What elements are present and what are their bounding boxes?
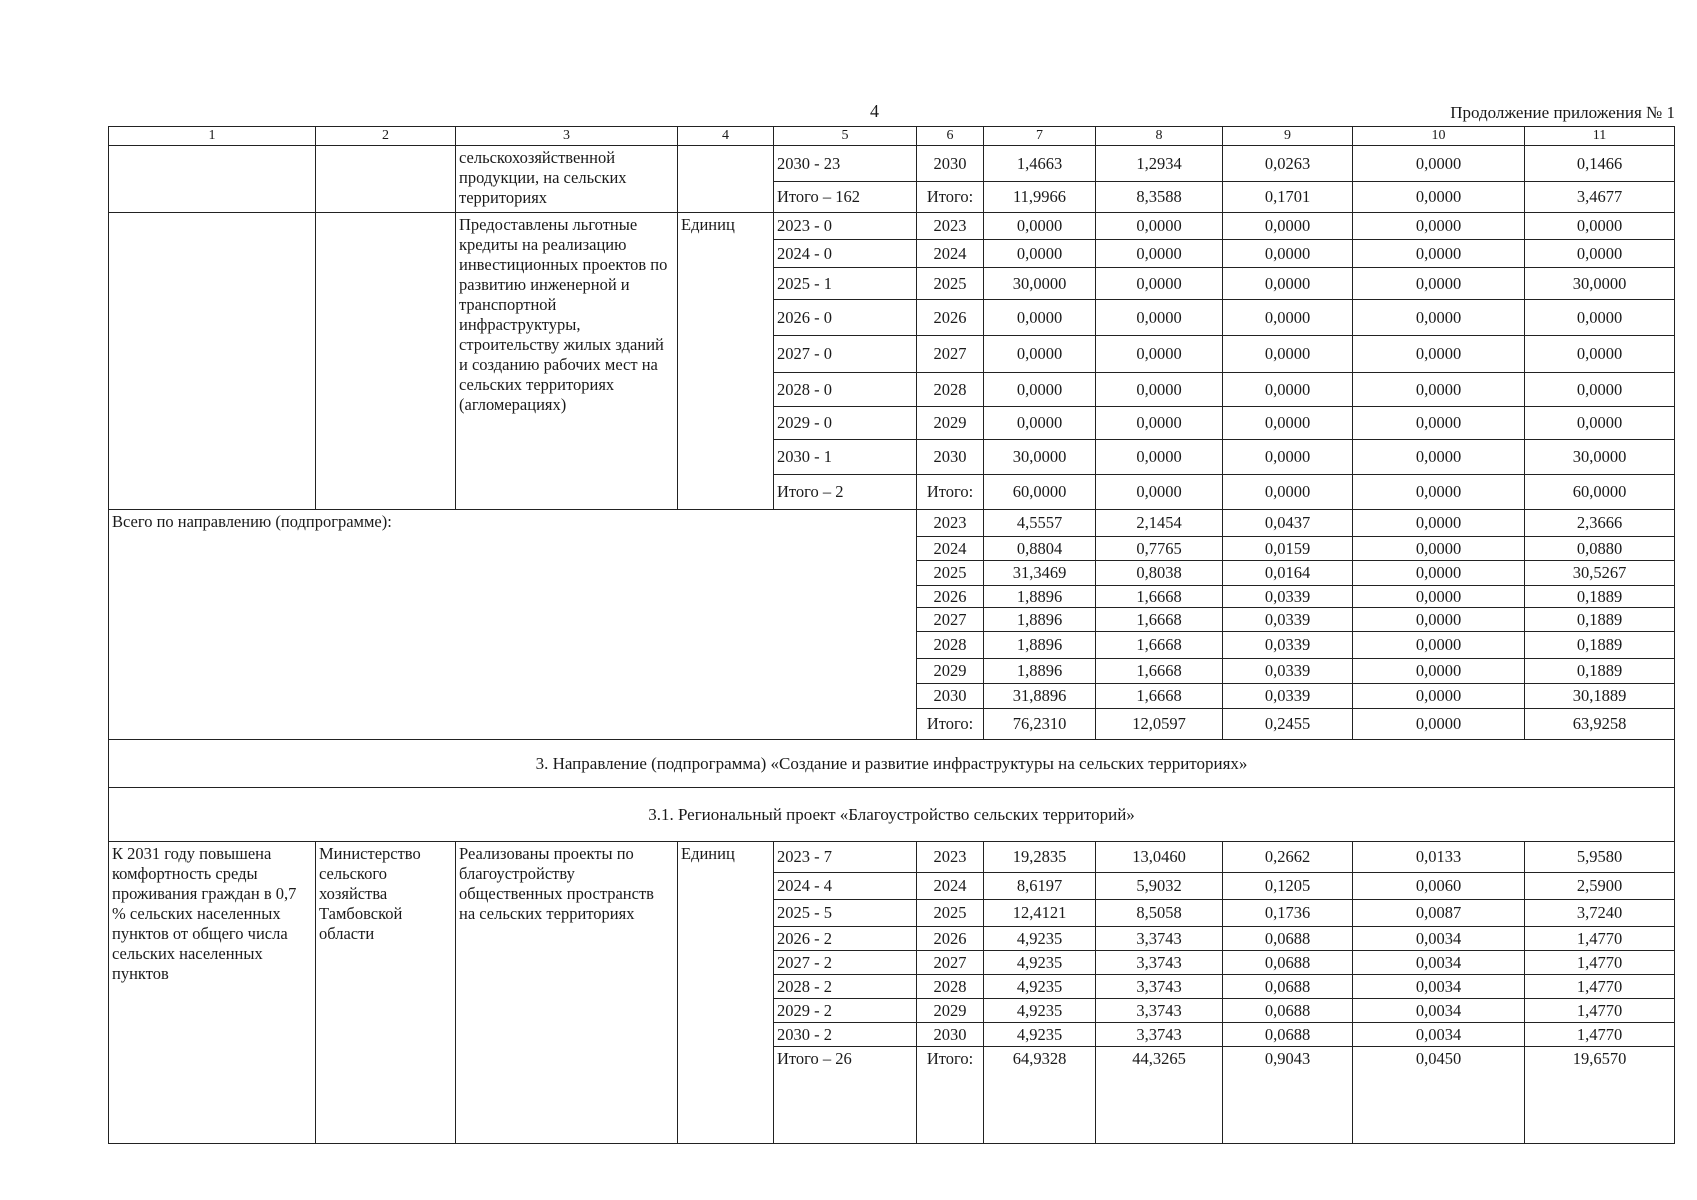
value-cell-c7: 8,6197 — [984, 873, 1096, 900]
value-cell-c10: 0,0000 — [1353, 475, 1525, 510]
value-cell-c8: 1,2934 — [1096, 146, 1223, 182]
column-number-2: 2 — [316, 127, 456, 146]
unit-cell-empty — [678, 146, 774, 213]
section-3-title: 3. Направление (подпрограмма) «Создание и развитие инфраструктуры на сельских территориях» — [109, 740, 1675, 788]
column-number-10: 10 — [1353, 127, 1525, 146]
result-description: Предоставлены льготные кредиты на реализацию инвестиционных проектов по развитию инженерной и транспортной инфраструктуры, строительству жилых зданий и созданию рабочих мест на сельских территориях (агломерациях) — [456, 213, 678, 510]
value-cell-c10: 0,0000 — [1353, 268, 1525, 300]
year-cell: 2029 — [917, 659, 984, 684]
count-cell: 2030 - 2 — [774, 1023, 917, 1047]
responsible-cell-empty — [316, 146, 456, 213]
value-cell-c7: 30,0000 — [984, 268, 1096, 300]
count-cell: 2030 - 1 — [774, 440, 917, 475]
section-row — [109, 740, 1675, 788]
unit-cell: Единиц — [678, 213, 774, 510]
count-cell: 2028 - 2 — [774, 975, 917, 999]
year-cell: Итого: — [917, 1047, 984, 1144]
year-cell: 2026 — [917, 300, 984, 336]
count-cell: Итого – 162 — [774, 182, 917, 213]
goal-cell-empty — [109, 213, 316, 510]
value-cell-c10: 0,0000 — [1353, 561, 1525, 586]
responsible-cell-empty — [316, 213, 456, 510]
value-cell-c7: 31,8896 — [984, 684, 1096, 709]
value-cell-c11: 2,5900 — [1525, 873, 1675, 900]
value-cell-c7: 1,8896 — [984, 632, 1096, 659]
column-number-6: 6 — [917, 127, 984, 146]
value-cell-c9: 0,0339 — [1223, 659, 1353, 684]
year-cell: 2029 — [917, 999, 984, 1023]
year-cell: 2030 — [917, 684, 984, 709]
column-number-11: 11 — [1525, 127, 1675, 146]
unit-cell: Единиц — [678, 842, 774, 1144]
value-cell-c9: 0,2662 — [1223, 842, 1353, 873]
value-cell-c9: 0,0263 — [1223, 146, 1353, 182]
value-cell-c11: 30,0000 — [1525, 440, 1675, 475]
value-cell-c10: 0,0000 — [1353, 510, 1525, 537]
value-cell-c8: 3,3743 — [1096, 999, 1223, 1023]
year-cell: 2027 — [917, 336, 984, 373]
value-cell-c7: 4,9235 — [984, 927, 1096, 951]
value-cell-c7: 19,2835 — [984, 842, 1096, 873]
year-cell: 2024 — [917, 240, 984, 268]
count-cell: 2026 - 2 — [774, 927, 917, 951]
responsible-body: Министерство сельского хозяйства Тамбовской области — [316, 842, 456, 1144]
value-cell-c9: 0,0000 — [1223, 475, 1353, 510]
year-cell: 2023 — [917, 842, 984, 873]
value-cell-c8: 13,0460 — [1096, 842, 1223, 873]
value-cell-c8: 3,3743 — [1096, 951, 1223, 975]
value-cell-c8: 1,6668 — [1096, 684, 1223, 709]
value-cell-c9: 0,0688 — [1223, 1023, 1353, 1047]
value-cell-c11: 30,0000 — [1525, 268, 1675, 300]
value-cell-c7: 0,0000 — [984, 240, 1096, 268]
year-cell: 2023 — [917, 213, 984, 240]
value-cell-c7: 4,9235 — [984, 975, 1096, 999]
value-cell-c11: 0,1889 — [1525, 659, 1675, 684]
value-cell-c8: 44,3265 — [1096, 1047, 1223, 1144]
value-cell-c8: 1,6668 — [1096, 659, 1223, 684]
value-cell-c7: 0,0000 — [984, 373, 1096, 407]
value-cell-c7: 4,9235 — [984, 951, 1096, 975]
count-cell: 2027 - 2 — [774, 951, 917, 975]
value-cell-c9: 0,0339 — [1223, 608, 1353, 632]
column-number-1: 1 — [109, 127, 316, 146]
value-cell-c7: 60,0000 — [984, 475, 1096, 510]
value-cell-c9: 0,0000 — [1223, 373, 1353, 407]
year-cell: 2027 — [917, 608, 984, 632]
value-cell-c10: 0,0000 — [1353, 440, 1525, 475]
table-row — [109, 842, 1675, 873]
count-cell: 2029 - 2 — [774, 999, 917, 1023]
count-cell: 2024 - 4 — [774, 873, 917, 900]
year-cell: 2030 — [917, 440, 984, 475]
value-cell-c10: 0,0000 — [1353, 213, 1525, 240]
value-cell-c8: 0,0000 — [1096, 373, 1223, 407]
column-number-9: 9 — [1223, 127, 1353, 146]
column-number-row — [109, 127, 1675, 146]
value-cell-c7: 76,2310 — [984, 709, 1096, 740]
value-cell-c8: 0,0000 — [1096, 475, 1223, 510]
value-cell-c7: 4,9235 — [984, 999, 1096, 1023]
value-cell-c11: 1,4770 — [1525, 999, 1675, 1023]
total-row — [109, 510, 1675, 537]
value-cell-c8: 0,0000 — [1096, 240, 1223, 268]
value-cell-c8: 1,6668 — [1096, 632, 1223, 659]
value-cell-c8: 8,5058 — [1096, 900, 1223, 927]
value-cell-c9: 0,0000 — [1223, 268, 1353, 300]
goal-cell-empty — [109, 146, 316, 213]
appendix-table — [108, 126, 1675, 1144]
value-cell-c11: 5,9580 — [1525, 842, 1675, 873]
value-cell-c7: 4,5557 — [984, 510, 1096, 537]
value-cell-c11: 1,4770 — [1525, 951, 1675, 975]
count-cell: 2028 - 0 — [774, 373, 917, 407]
value-cell-c9: 0,0437 — [1223, 510, 1353, 537]
value-cell-c11: 63,9258 — [1525, 709, 1675, 740]
value-cell-c9: 0,0159 — [1223, 537, 1353, 561]
result-description: сельскохозяйственной продукции, на сельских территориях — [456, 146, 678, 213]
value-cell-c10: 0,0034 — [1353, 1023, 1525, 1047]
value-cell-c10: 0,0060 — [1353, 873, 1525, 900]
value-cell-c9: 0,0000 — [1223, 213, 1353, 240]
value-cell-c7: 1,8896 — [984, 659, 1096, 684]
section-row — [109, 788, 1675, 842]
value-cell-c10: 0,0133 — [1353, 842, 1525, 873]
value-cell-c11: 1,4770 — [1525, 1023, 1675, 1047]
value-cell-c10: 0,0000 — [1353, 300, 1525, 336]
year-cell: 2025 — [917, 900, 984, 927]
value-cell-c8: 2,1454 — [1096, 510, 1223, 537]
count-cell: 2029 - 0 — [774, 407, 917, 440]
table-row — [109, 146, 1675, 182]
year-cell: 2028 — [917, 373, 984, 407]
value-cell-c8: 1,6668 — [1096, 608, 1223, 632]
year-cell: 2028 — [917, 975, 984, 999]
value-cell-c8: 0,0000 — [1096, 336, 1223, 373]
value-cell-c11: 30,1889 — [1525, 684, 1675, 709]
count-cell: 2025 - 1 — [774, 268, 917, 300]
value-cell-c10: 0,0000 — [1353, 240, 1525, 268]
value-cell-c11: 1,4770 — [1525, 927, 1675, 951]
value-cell-c7: 0,0000 — [984, 300, 1096, 336]
value-cell-c11: 0,1889 — [1525, 608, 1675, 632]
value-cell-c9: 0,0339 — [1223, 632, 1353, 659]
year-cell: 2027 — [917, 951, 984, 975]
count-cell: Итого – 2 — [774, 475, 917, 510]
value-cell-c9: 0,0000 — [1223, 300, 1353, 336]
value-cell-c11: 19,6570 — [1525, 1047, 1675, 1144]
column-number-4: 4 — [678, 127, 774, 146]
count-cell: 2025 - 5 — [774, 900, 917, 927]
value-cell-c8: 5,9032 — [1096, 873, 1223, 900]
value-cell-c11: 0,0880 — [1525, 537, 1675, 561]
value-cell-c10: 0,0000 — [1353, 586, 1525, 608]
value-cell-c7: 31,3469 — [984, 561, 1096, 586]
value-cell-c7: 0,8804 — [984, 537, 1096, 561]
value-cell-c9: 0,0000 — [1223, 240, 1353, 268]
continuation-label: Продолжение приложения № 1 — [1450, 103, 1675, 122]
value-cell-c7: 64,9328 — [984, 1047, 1096, 1144]
value-cell-c10: 0,0000 — [1353, 146, 1525, 182]
page-number: 4 — [870, 101, 879, 121]
value-cell-c11: 0,0000 — [1525, 373, 1675, 407]
value-cell-c10: 0,0034 — [1353, 975, 1525, 999]
value-cell-c10: 0,0000 — [1353, 608, 1525, 632]
year-cell: 2023 — [917, 510, 984, 537]
value-cell-c7: 4,9235 — [984, 1023, 1096, 1047]
value-cell-c7: 11,9966 — [984, 182, 1096, 213]
value-cell-c8: 12,0597 — [1096, 709, 1223, 740]
count-cell: Итого – 26 — [774, 1047, 917, 1144]
value-cell-c10: 0,0087 — [1353, 900, 1525, 927]
year-cell: Итого: — [917, 475, 984, 510]
value-cell-c10: 0,0000 — [1353, 182, 1525, 213]
value-cell-c7: 0,0000 — [984, 336, 1096, 373]
value-cell-c9: 0,0688 — [1223, 999, 1353, 1023]
value-cell-c9: 0,1701 — [1223, 182, 1353, 213]
value-cell-c11: 0,1889 — [1525, 632, 1675, 659]
column-number-7: 7 — [984, 127, 1096, 146]
value-cell-c11: 1,4770 — [1525, 975, 1675, 999]
value-cell-c11: 0,1466 — [1525, 146, 1675, 182]
year-cell: 2030 — [917, 146, 984, 182]
value-cell-c8: 8,3588 — [1096, 182, 1223, 213]
value-cell-c8: 0,0000 — [1096, 407, 1223, 440]
year-cell: 2024 — [917, 537, 984, 561]
value-cell-c11: 0,0000 — [1525, 407, 1675, 440]
value-cell-c8: 0,0000 — [1096, 268, 1223, 300]
value-cell-c10: 0,0450 — [1353, 1047, 1525, 1144]
value-cell-c8: 3,3743 — [1096, 927, 1223, 951]
value-cell-c10: 0,0000 — [1353, 684, 1525, 709]
count-cell: 2026 - 0 — [774, 300, 917, 336]
year-cell: 2028 — [917, 632, 984, 659]
count-cell: 2024 - 0 — [774, 240, 917, 268]
value-cell-c11: 30,5267 — [1525, 561, 1675, 586]
value-cell-c9: 0,2455 — [1223, 709, 1353, 740]
value-cell-c9: 0,0339 — [1223, 586, 1353, 608]
section-3-1-title: 3.1. Региональный проект «Благоустройство сельских территорий» — [109, 788, 1675, 842]
year-cell: Итого: — [917, 709, 984, 740]
value-cell-c9: 0,9043 — [1223, 1047, 1353, 1144]
value-cell-c11: 0,0000 — [1525, 300, 1675, 336]
goal-description: К 2031 году повышена комфортность среды проживания граждан в 0,7 % сельских населенных пунктов от общего числа сельских населенных пунктов — [109, 842, 316, 1144]
count-cell: 2030 - 23 — [774, 146, 917, 182]
value-cell-c11: 0,0000 — [1525, 240, 1675, 268]
year-cell: 2026 — [917, 927, 984, 951]
value-cell-c9: 0,0000 — [1223, 440, 1353, 475]
value-cell-c8: 0,0000 — [1096, 440, 1223, 475]
value-cell-c10: 0,0000 — [1353, 336, 1525, 373]
value-cell-c8: 3,3743 — [1096, 975, 1223, 999]
value-cell-c9: 0,0688 — [1223, 975, 1353, 999]
result-description: Реализованы проекты по благоустройству общественных пространств на сельских территориях — [456, 842, 678, 1144]
value-cell-c10: 0,0034 — [1353, 951, 1525, 975]
count-cell: 2023 - 7 — [774, 842, 917, 873]
value-cell-c8: 0,8038 — [1096, 561, 1223, 586]
value-cell-c7: 0,0000 — [984, 407, 1096, 440]
year-cell: 2029 — [917, 407, 984, 440]
value-cell-c8: 1,6668 — [1096, 586, 1223, 608]
value-cell-c11: 3,4677 — [1525, 182, 1675, 213]
column-number-8: 8 — [1096, 127, 1223, 146]
value-cell-c7: 30,0000 — [984, 440, 1096, 475]
value-cell-c9: 0,0164 — [1223, 561, 1353, 586]
value-cell-c10: 0,0000 — [1353, 373, 1525, 407]
value-cell-c9: 0,0688 — [1223, 927, 1353, 951]
value-cell-c10: 0,0000 — [1353, 659, 1525, 684]
value-cell-c11: 0,0000 — [1525, 336, 1675, 373]
year-cell: 2024 — [917, 873, 984, 900]
value-cell-c8: 0,7765 — [1096, 537, 1223, 561]
value-cell-c11: 0,0000 — [1525, 213, 1675, 240]
value-cell-c7: 1,8896 — [984, 586, 1096, 608]
value-cell-c8: 0,0000 — [1096, 300, 1223, 336]
value-cell-c10: 0,0000 — [1353, 709, 1525, 740]
value-cell-c9: 0,0000 — [1223, 336, 1353, 373]
column-number-3: 3 — [456, 127, 678, 146]
year-cell: 2025 — [917, 561, 984, 586]
value-cell-c9: 0,0000 — [1223, 407, 1353, 440]
year-cell: Итого: — [917, 182, 984, 213]
value-cell-c11: 3,7240 — [1525, 900, 1675, 927]
value-cell-c9: 0,0339 — [1223, 684, 1353, 709]
value-cell-c8: 0,0000 — [1096, 213, 1223, 240]
column-number-5: 5 — [774, 127, 917, 146]
value-cell-c10: 0,0000 — [1353, 407, 1525, 440]
count-cell: 2027 - 0 — [774, 336, 917, 373]
value-cell-c9: 0,0688 — [1223, 951, 1353, 975]
value-cell-c7: 12,4121 — [984, 900, 1096, 927]
value-cell-c10: 0,0000 — [1353, 537, 1525, 561]
value-cell-c9: 0,1205 — [1223, 873, 1353, 900]
value-cell-c11: 0,1889 — [1525, 586, 1675, 608]
year-cell: 2030 — [917, 1023, 984, 1047]
value-cell-c7: 1,8896 — [984, 608, 1096, 632]
value-cell-c8: 3,3743 — [1096, 1023, 1223, 1047]
year-cell: 2025 — [917, 268, 984, 300]
total-label: Всего по направлению (подпрограмме): — [109, 510, 917, 740]
year-cell: 2026 — [917, 586, 984, 608]
value-cell-c7: 0,0000 — [984, 213, 1096, 240]
value-cell-c10: 0,0000 — [1353, 632, 1525, 659]
value-cell-c10: 0,0034 — [1353, 999, 1525, 1023]
value-cell-c11: 60,0000 — [1525, 475, 1675, 510]
table-row — [109, 213, 1675, 240]
value-cell-c11: 2,3666 — [1525, 510, 1675, 537]
value-cell-c10: 0,0034 — [1353, 927, 1525, 951]
value-cell-c7: 1,4663 — [984, 146, 1096, 182]
table-body — [109, 127, 1675, 1144]
count-cell: 2023 - 0 — [774, 213, 917, 240]
value-cell-c9: 0,1736 — [1223, 900, 1353, 927]
